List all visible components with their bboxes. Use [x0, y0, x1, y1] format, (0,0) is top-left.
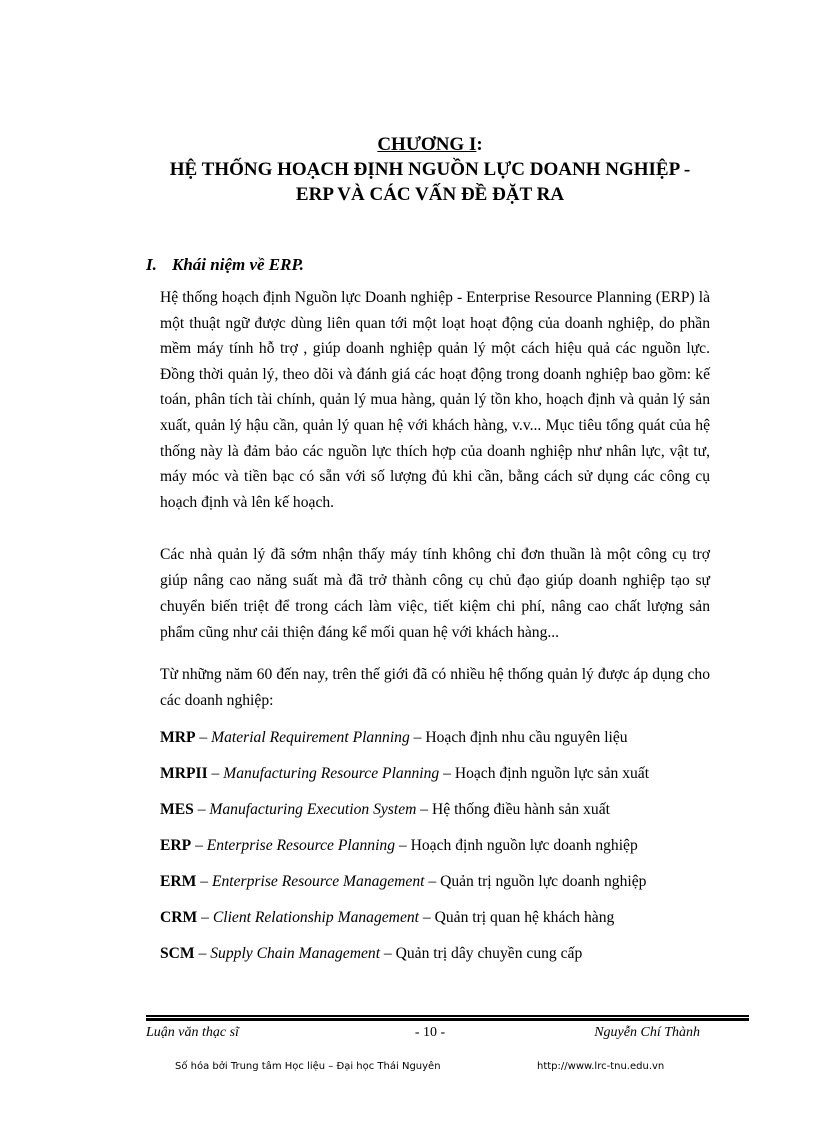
acronym-english: Material Requirement Planning	[211, 729, 410, 746]
dash-separator: –	[439, 765, 455, 782]
paragraph-3: Từ những năm 60 đến nay, trên thế giới đã có nhiều hệ thống quản lý được áp dụng cho các doanh nghiệp:	[160, 666, 710, 709]
list-item	[160, 833, 720, 869]
dash-separator: –	[191, 837, 207, 854]
paragraph-2: Các nhà quản lý đã sớm nhận thấy máy tính không chỉ đơn thuần là một công cụ trợ giúp nâng cao năng suất mà đã trở thành công cụ chủ đạo giúp doanh nghiệp tạo sự chuyển biến triệt để trong cách làm việc, tiết kiệm chi phí, nâng cao chất lượng sản phẩm cũng như cải thiện đáng kể mối quan hệ với khách hàng...	[160, 546, 710, 641]
page-number: - 10 -	[414, 1025, 446, 1040]
acronym-vietnamese: Quản trị quan hệ khách hàng	[434, 909, 615, 926]
dash-separator: –	[194, 945, 211, 962]
list-item	[160, 869, 720, 905]
footer-divider-thick	[146, 1018, 749, 1021]
section-heading	[146, 255, 304, 275]
acronym-vietnamese: Hoạch định nguồn lực doanh nghiệp	[410, 837, 638, 854]
acronym-abbr: MRP	[160, 729, 196, 746]
acronym-abbr: SCM	[160, 945, 195, 962]
footer-thesis-label: Luận văn thạc sĩ	[146, 1025, 239, 1040]
acronym-abbr: ERP	[160, 837, 192, 854]
acronym-english: Supply Chain Management	[210, 945, 381, 962]
dash-separator: –	[424, 873, 441, 890]
dash-separator: –	[193, 801, 210, 818]
digitization-url: http://www.lrc-tnu.edu.vn	[537, 1061, 665, 1072]
dash-separator: –	[419, 909, 435, 926]
section-number: I.	[146, 255, 157, 274]
footer-author: Nguyễn Chí Thành	[594, 1025, 700, 1040]
dash-separator: –	[395, 837, 411, 854]
acronym-vietnamese: Quản trị nguồn lực doanh nghiệp	[440, 873, 647, 890]
list-item	[160, 761, 720, 797]
acronym-abbr: MRPII	[160, 765, 208, 782]
acronym-abbr: ERM	[160, 873, 197, 890]
acronym-english: Client Relationship Management	[212, 909, 419, 926]
list-item	[160, 905, 720, 941]
chapter-title-line-2: HỆ THỐNG HOẠCH ĐỊNH NGUỒN LỰC DOANH NGHIỆP -	[169, 159, 691, 180]
list-item	[160, 941, 720, 977]
acronym-vietnamese: Quản trị dây chuyền cung cấp	[395, 945, 583, 962]
chapter-label-text: CHƯƠNG I	[377, 134, 477, 155]
dash-separator: –	[196, 873, 212, 890]
acronym-vietnamese: Hoạch định nguồn lực sản xuất	[454, 765, 650, 782]
acronym-abbr: MES	[160, 801, 194, 818]
dash-separator: –	[409, 729, 426, 746]
acronym-english: Enterprise Resource Management	[211, 873, 425, 890]
dash-separator: –	[197, 909, 213, 926]
section-heading-text: Khái niệm về ERP.	[172, 255, 304, 274]
acronym-english: Enterprise Resource Planning	[206, 837, 396, 854]
chapter-title-line-3: ERP VÀ CÁC VẤN ĐỀ ĐẶT RA	[295, 184, 565, 205]
dash-separator: –	[207, 765, 224, 782]
acronym-list	[160, 725, 720, 977]
acronym-english: Manufacturing Resource Planning	[223, 765, 440, 782]
chapter-label	[80, 132, 780, 157]
list-item	[160, 797, 720, 833]
paragraph-1: Hệ thống hoạch định Nguồn lực Doanh nghiệp - Enterprise Resource Planning (ERP) là một thuật ngữ được dùng liên quan tới một loạt hoạt động của doanh nghiệp, do phần mềm máy tính hỗ trợ , giúp doanh nghiệp quản lý một cách hiệu quả các nguồn lực. Đồng thời quản lý, theo dõi và đánh giá các hoạt động trong doanh nghiệp bao gồm: kế toán, phân tích tài chính, quản lý mua hàng, quản lý tồn kho, hoạch định và quản lý sản xuất, quản lý hậu cần, quản lý quan hệ với khách hàng, v.v... Mục tiêu tổng quát của hệ thống này là đảm bảo các nguồn lực thích hợp của doanh nghiệp như nhân lực, vật tư, máy móc và tiền bạc có sẵn với số lượng đủ khi cần, bằng cách sử dụng các công cụ hoạch định và lên kế hoạch.	[160, 289, 710, 511]
dash-separator: –	[416, 801, 432, 818]
acronym-vietnamese: Hoạch định nhu cầu nguyên liệu	[425, 729, 628, 746]
list-item	[160, 725, 720, 761]
chapter-label-colon: :	[476, 134, 483, 155]
dash-separator: –	[380, 945, 396, 962]
acronym-abbr: CRM	[160, 909, 198, 926]
dash-separator: –	[195, 729, 212, 746]
acronym-english: Manufacturing Execution System	[209, 801, 417, 818]
footer-divider-thin	[146, 1015, 749, 1017]
acronym-vietnamese: Hệ thống điều hành sản xuất	[431, 801, 610, 818]
digitization-credit: Số hóa bởi Trung tâm Học liệu – Đại học Thái Nguyên	[175, 1061, 441, 1072]
